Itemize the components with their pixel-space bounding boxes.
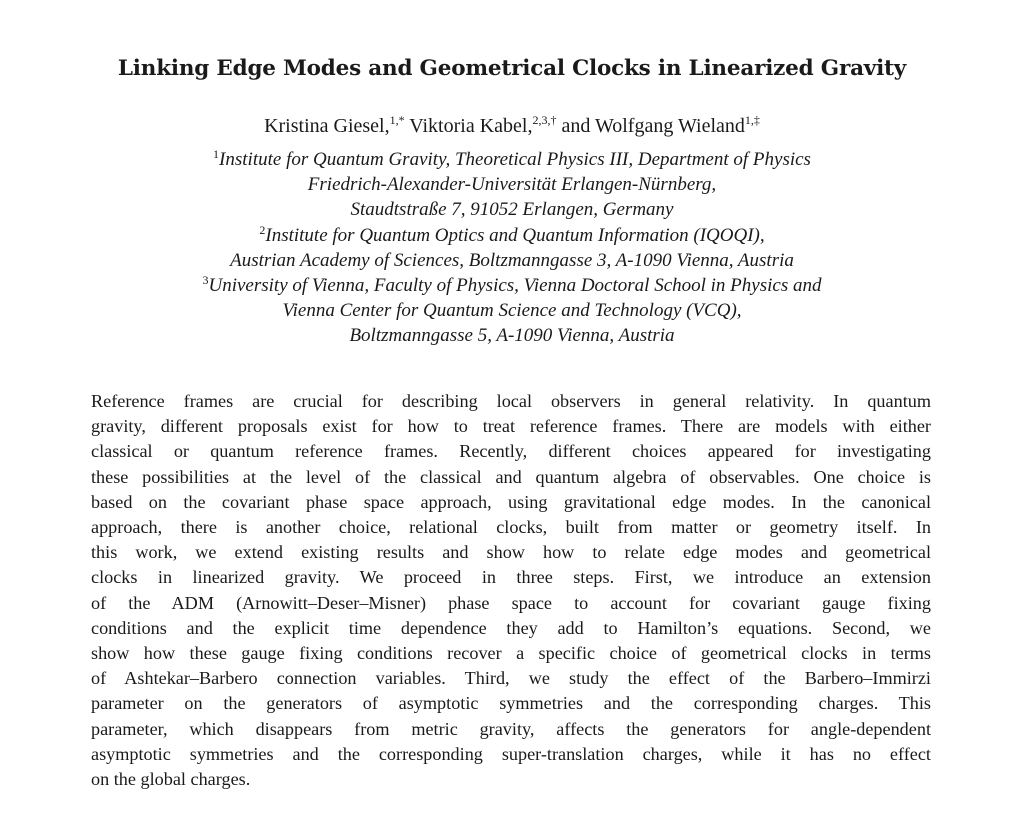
author-affiliation-marks: 1,*	[389, 113, 405, 127]
author-affiliation-marks: 2,3,†	[532, 113, 557, 127]
abstract-line: parameter, which disappears from metric gravity, affects the generators for angle-dependent	[91, 718, 931, 739]
affiliation-line: Austrian Academy of Sciences, Boltzmanngasse 3, A-1090 Vienna, Austria	[230, 249, 794, 271]
abstract-line: Reference frames are crucial for describing local observers in general relativity. In quantum	[91, 391, 931, 411]
abstract-line: show how these gauge fixing conditions recover a specific choice of geometrical clocks in terms	[91, 643, 931, 664]
affiliation-mark: 1	[213, 147, 220, 161]
affiliations	[0, 147, 1024, 349]
abstract-line: these possibilities at the level of the classical and quantum algebra of observables. One choice is	[91, 466, 931, 487]
abstract-line: based on the covariant phase space approach, using gravitational edge modes. In the canonical	[91, 491, 931, 512]
abstract-line: conditions and the explicit time dependence they add to Hamilton’s equations. Second, we	[91, 617, 931, 638]
abstract-line: on the global charges.	[91, 769, 251, 790]
affiliation-line	[0, 223, 1024, 248]
affiliation-line	[0, 273, 1024, 298]
affiliation-mark: 3	[202, 273, 209, 288]
affiliation-text: University of Vienna, Faculty of Physics, Vienna Doctoral School in Physics and	[208, 275, 822, 297]
author-name: Viktoria Kabel,	[409, 115, 533, 137]
affiliation-line: Friedrich-Alexander-Universität Erlangen-Nürnberg,	[307, 174, 717, 196]
abstract-line: asymptotic symmetries and the corresponding super-translation charges, while it has no effect	[91, 743, 931, 764]
abstract-line: parameter on the generators of asymptotic symmetries and the corresponding charges. This	[91, 693, 931, 714]
abstract-line: approach, there is another choice, relational clocks, built from matter or geometry itself. In	[91, 517, 931, 538]
abstract-line: classical or quantum reference frames. Recently, different choices appeared for investigating	[91, 441, 931, 462]
abstract-line: of Ashtekar–Barbero connection variables. Third, we study the effect of the Barbero–Immirzi	[91, 668, 931, 689]
affiliation-line	[0, 147, 1024, 172]
abstract-line: this work, we extend existing results and show how to relate edge modes and geometrical	[91, 542, 931, 563]
affiliation-text: Institute for Quantum Gravity, Theoretical Physics III, Department of Physics	[219, 149, 811, 170]
abstract-line: gravity, different proposals exist for how to treat reference frames. There are models with either	[91, 416, 931, 437]
abstract-line: of the ADM (Arnowitt–Deser–Misner) phase space to account for covariant gauge fixing	[91, 592, 931, 613]
affiliation-mark: 2	[259, 222, 266, 237]
affiliation-line: Vienna Center for Quantum Science and Technology (VCQ),	[282, 300, 742, 322]
author-name: Kristina Giesel,	[264, 115, 390, 137]
affiliation-text: Institute for Quantum Optics and Quantum Information (IQOQI),	[265, 224, 765, 246]
paper-title: Linking Edge Modes and Geometrical Clocks in Linearized Gravity	[117, 56, 907, 81]
abstract	[91, 389, 931, 792]
author-list	[0, 115, 1024, 138]
author-name: and Wolfgang Wieland	[561, 115, 745, 137]
affiliation-line: Boltzmanngasse 5, A-1090 Vienna, Austria	[349, 325, 675, 347]
affiliation-line: Staudtstraße 7, 91052 Erlangen, Germany	[350, 199, 674, 221]
author-affiliation-marks: 1,‡	[744, 113, 760, 127]
abstract-line: clocks in linearized gravity. We proceed in three steps. First, we introduce an extension	[91, 567, 931, 588]
